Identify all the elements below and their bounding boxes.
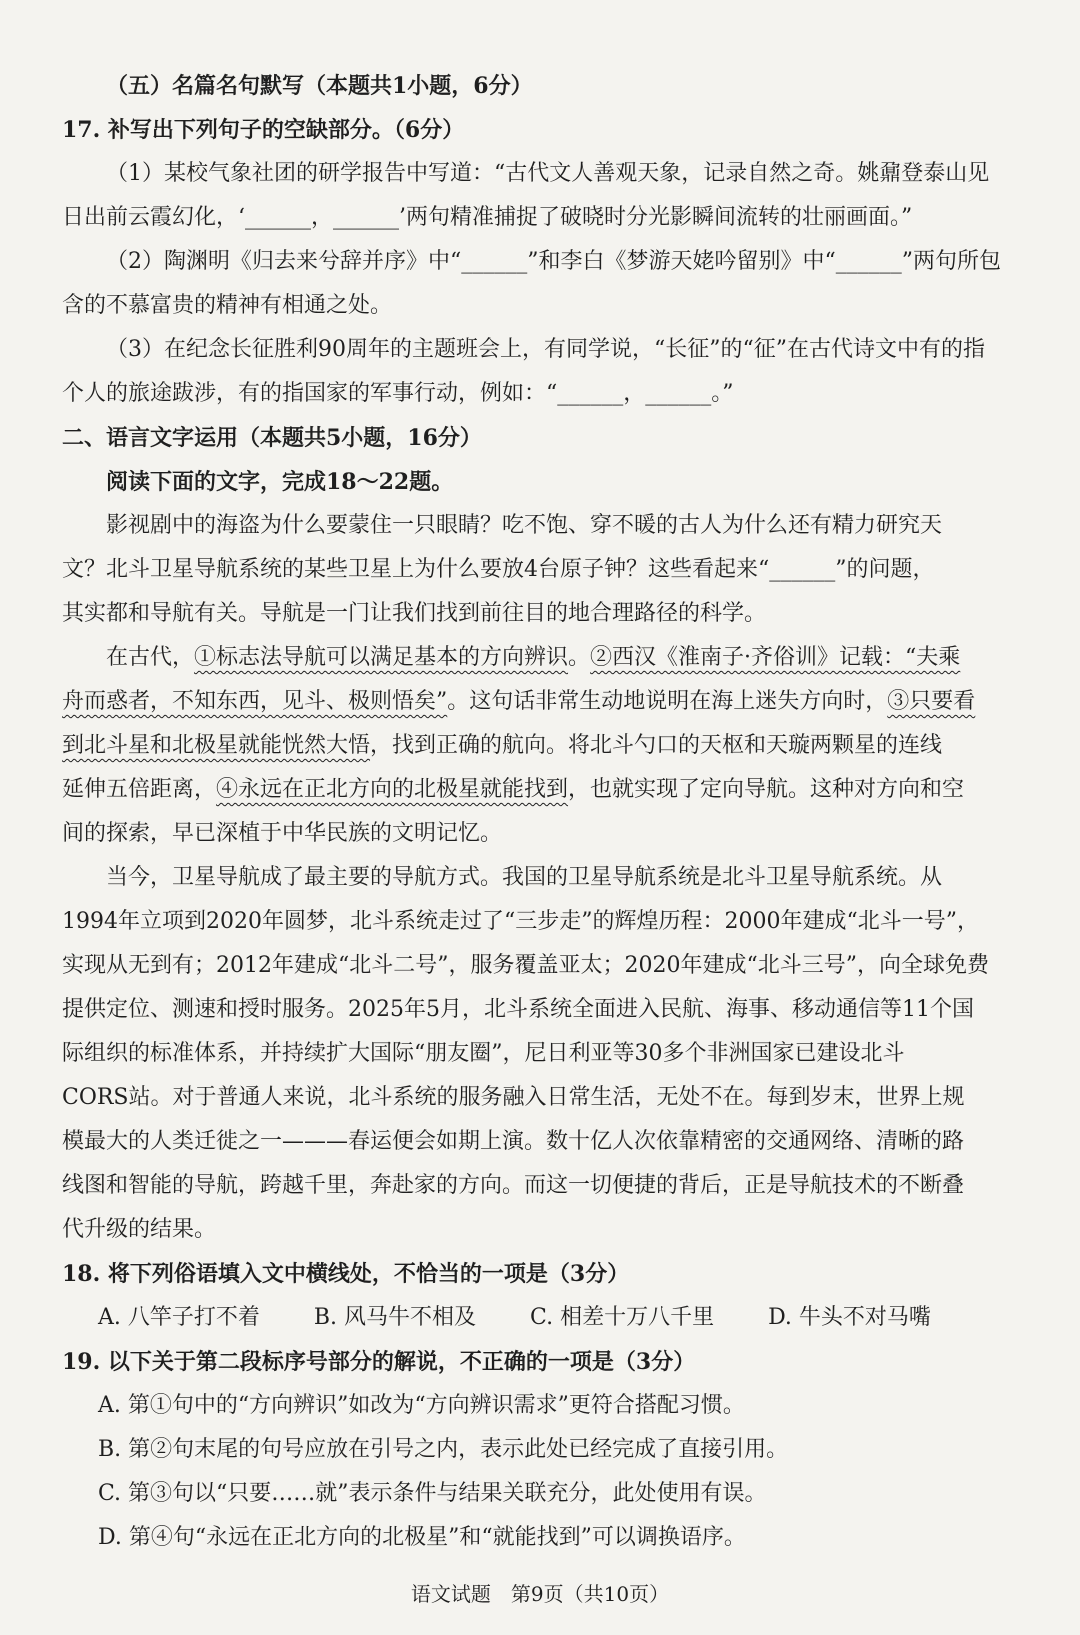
passage-para3-line4: 提供定位、测速和授时服务。2025年5月，北斗系统全面进入民航、海事、移动通信等11个国 (62, 997, 974, 1022)
q19-option-b[interactable]: B. 第②句末尾的句号应放在引号之内，表示此处已经完成了直接引用。 (98, 1437, 789, 1462)
para2-text: 延伸五倍距离， (62, 777, 217, 802)
q19-option-a[interactable]: A. 第①句中的“方向辨识”如改为“方向辨识需求”更符合搭配习惯。 (98, 1393, 745, 1418)
passage-para1-line3: 其实都和导航有关。导航是一门让我们找到前往目的地合理路径的科学。 (62, 601, 767, 626)
passage-para3-line1: 当今，卫星导航成了最主要的导航方式。我国的卫星导航系统是北斗卫星导航系统。从 (106, 865, 943, 890)
question-19-stem: 19. 以下关于第二段标序号部分的解说，不正确的一项是（3分） (62, 1349, 696, 1375)
sentence-2-underlined: ②西汉《淮南子·齐俗训》记载：“夫乘 (590, 645, 961, 670)
passage-para3-line2: 1994年立项到2020年圆梦，北斗系统走过了“三步走”的辉煌历程：2000年建成“北斗一号”， (62, 909, 979, 934)
section-2-header: 二、语言文字运用（本题共5小题，16分） (62, 425, 482, 451)
section-5-header: （五）名篇名句默写（本题共1小题，6分） (106, 73, 533, 99)
question-18-stem: 18. 将下列俗语填入文中横线处，不恰当的一项是（3分） (62, 1261, 630, 1287)
q18-option-b[interactable]: B. 风马牛不相及 (313, 1305, 477, 1330)
passage-para2-line2 (62, 686, 1022, 718)
q18-option-a[interactable]: A. 八竿子打不着 (98, 1305, 260, 1330)
q18-option-c[interactable]: C. 相差十万八千里 (530, 1305, 715, 1330)
sentence-4-underlined: ④永远在正北方向的北极星就能找到 (216, 777, 569, 802)
q17-part3-line2: 个人的旅途跋涉，有的指国家的军事行动，例如：“______，______。” (62, 381, 734, 406)
sentence-1-underlined: ①标志法导航可以满足基本的方向辨识 (194, 645, 569, 670)
passage-para2-line5: 间的探索，早已深植于中华民族的文明记忆。 (62, 821, 503, 846)
q17-part1-line2: 日出前云霞幻化，‘______，______’两句精准捕捉了破晓时分光影瞬间流转的壮丽画面。” (62, 205, 913, 230)
passage-para3-line8: 线图和智能的导航，跨越千里，奔赴家的方向。而这一切便捷的背后，正是导航技术的不断叠 (62, 1173, 965, 1198)
q19-option-d[interactable]: D. 第④句“永远在正北方向的北极星”和“就能找到”可以调换语序。 (98, 1525, 746, 1550)
para2-text: 。 (568, 645, 591, 670)
passage-para3-line3: 实现从无到有；2012年建成“北斗二号”，服务覆盖亚太；2020年建成“北斗三号”，向全球免费 (62, 953, 989, 978)
question-18-options (98, 1302, 1022, 1334)
q19-option-c[interactable]: C. 第③句以“只要……就”表示条件与结果关联充分，此处使用有误。 (98, 1481, 767, 1506)
sentence-3-underlined-cont: 到北斗星和北极星就能恍然大悟 (62, 733, 371, 758)
question-17-stem (62, 114, 1022, 147)
sentence-3-underlined: ③只要看 (887, 689, 976, 714)
q17-part3-line1: （3）在纪念长征胜利90周年的主题班会上，有同学说，“长征”的“征”在古代诗文中有的指 (106, 337, 985, 362)
passage-para3-line6: CORS站。对于普通人来说，北斗系统的服务融入日常生活，无处不在。每到岁末，世界上规 (62, 1085, 965, 1110)
para2-text: ，也就实现了定向导航。这种对方向和空 (568, 777, 965, 802)
passage-para3-line7: 模最大的人类迁徙之一———春运便会如期上演。数十亿人次依靠精密的交通网络、清晰的路 (62, 1129, 965, 1154)
passage-para1-line1: 影视剧中的海盗为什么要蒙住一只眼睛？吃不饱、穿不暖的古人为什么还有精力研究天 (106, 513, 943, 538)
para2-text: ，找到正确的航向。将北斗勺口的天枢和天璇两颗星的连线 (370, 733, 943, 758)
q17-part1-line1: （1）某校气象社团的研学报告中写道：“古代文人善观天象，记录自然之奇。姚鼐登泰山见 (106, 161, 990, 186)
q18-option-d[interactable]: D. 牛头不对马嘴 (768, 1305, 931, 1330)
q17-part2-line2: 含的不慕富贵的精神有相通之处。 (62, 293, 393, 318)
passage-para2-line4 (62, 774, 1022, 806)
passage-para2-line3 (62, 730, 1022, 762)
q17-part2-line1: （2）陶渊明《归去来兮辞并序》中“______”和李白《梦游天姥吟留别》中“______”两句所包 (106, 249, 1001, 274)
passage-para3-line9: 代升级的结果。 (62, 1217, 217, 1242)
para2-text: 。这句话非常生动地说明在海上迷失方向时， (447, 689, 888, 714)
passage-para3-line5: 际组织的标准体系，并持续扩大国际“朋友圈”，尼日利亚等30多个非洲国家已建设北斗 (62, 1041, 905, 1066)
q17-stem-text: 17. 补写出下列句子的空缺部分。（6分） (62, 117, 465, 143)
reading-intro: 阅读下面的文字，完成18～22题。 (106, 469, 454, 495)
para2-text: 在古代， (106, 645, 195, 670)
passage-para2-line1 (106, 642, 1022, 674)
sentence-2-underlined-cont: 舟而惑者，不知东西，见斗、极则悟矣” (62, 689, 448, 714)
page-footer: 语文试题 第9页（共10页） (410, 1582, 670, 1606)
passage-para1-line2: 文？北斗卫星导航系统的某些卫星上为什么要放4台原子钟？这些看起来“______”的问题， (62, 557, 935, 582)
